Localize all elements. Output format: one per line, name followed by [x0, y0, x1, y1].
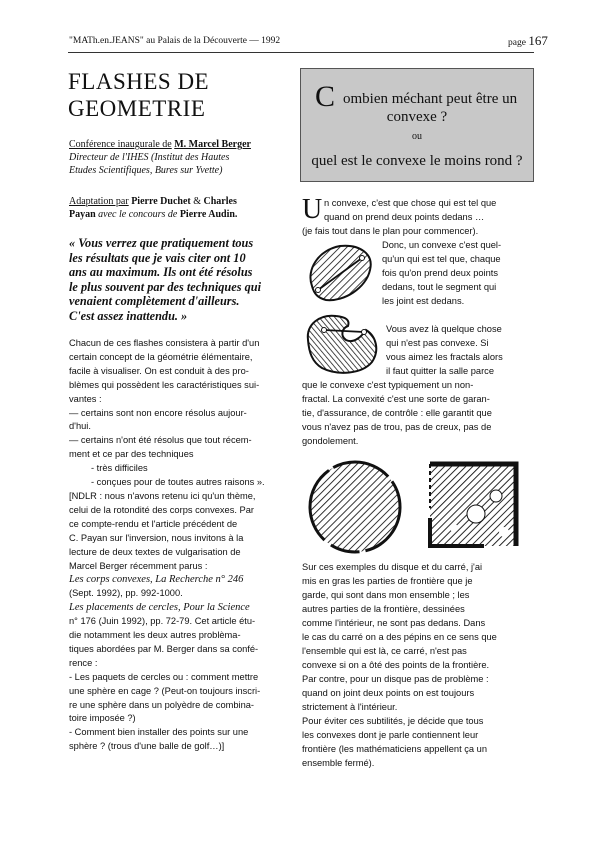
body-line: — certains sont non encore résolus aujour- [69, 407, 247, 418]
author-1: Pierre Duchet [131, 196, 191, 207]
body-line: fois qu'on prend deux points [382, 268, 499, 278]
body-line: l'ensemble qui est là, ce carré, n'est pas [302, 646, 467, 656]
body-line: vous n'avez pas de trou, pas de creux, pas de [302, 422, 492, 432]
body-line: dedans, tout le segment qui [382, 282, 497, 292]
body-line: garde, qui sont dans mon ensemble ; les [302, 590, 470, 600]
body-line: Sur ces exemples du disque et du carré, j'ai [302, 562, 483, 572]
body-line: mis en gras les parties de frontière que je [302, 576, 473, 586]
box-capital: C [315, 80, 336, 113]
adaptation-prefix: Adaptation par [69, 196, 129, 207]
author-2: Charles [203, 196, 237, 207]
title-line-2: GEOMETRIE [68, 96, 206, 121]
body-line: les joint est dedans. [382, 296, 465, 306]
quote-line: ans au maximum. Ils ont été résolus [69, 265, 253, 280]
adaptation-middle: avec le concours de [95, 209, 180, 220]
box-line-1a: ombien méchant peut être un [343, 91, 518, 107]
body-line: (Sept. 1992), pp. 992-1000. [69, 588, 183, 599]
body-line: Pour éviter ces subtilités, je décide que tous [302, 716, 484, 726]
quote-line: le plus souvent par des techniques qui [69, 279, 261, 294]
pull-quote [69, 236, 294, 324]
amp: & [190, 196, 204, 207]
quote-line: venaient complètement d'ailleurs. [69, 294, 240, 309]
body-line: toire imposée ?) [69, 713, 136, 724]
body-line: (je fais tout dans le plan pour commencer). [302, 226, 479, 236]
disk-figure [306, 458, 404, 556]
para-2 [382, 238, 534, 308]
body-line: lecture de deux textes de vulgarisation de [69, 546, 241, 557]
body-line: les convexes dont je parle contiennent leur [302, 730, 479, 740]
body-line: Vous avez là quelque chose [386, 324, 502, 334]
body-line: n° 176 (Juin 1992), pp. 72-79. Cet article étu- [69, 616, 256, 627]
left-column-body [69, 337, 295, 754]
para-1b [302, 224, 534, 238]
body-line: [NDLR : nous n'avons retenu ici qu'un thème, [69, 490, 256, 501]
body-line: gondolement. [302, 436, 359, 446]
convex-shape-figure [304, 240, 380, 308]
box-or: ou [412, 131, 422, 142]
adaptation-credits [69, 195, 294, 221]
drop-cap: U [302, 194, 323, 225]
body-line: Chacun de ces flashes consistera à partir d'un [69, 338, 260, 348]
body-line: fractal. La convexité c'est une sorte de garan- [302, 394, 490, 404]
box-headline-2: quel est le convexe le moins rond ? [311, 153, 523, 169]
body-line: tie, d'assurance, de contrôle : elle garantit que [302, 408, 492, 418]
body-line: celui de la rotondité des corps convexes. Par [69, 504, 255, 515]
body-line: Les corps convexes, La Recherche n° 246 [69, 574, 244, 586]
body-line: rence : [69, 657, 98, 668]
para-4 [302, 560, 534, 770]
title-line-1: FLASHES DE [68, 69, 210, 94]
quote-line: « Vous verrez que pratiquement tous [69, 236, 254, 250]
header-rule [68, 52, 534, 53]
page-label: page [508, 38, 526, 48]
body-line: il faut quitter la salle parce [386, 366, 495, 376]
conference-info [69, 138, 294, 177]
body-line: Donc, un convexe c'est quel- [382, 240, 502, 250]
body-line: vous aimez les fractals alors [386, 352, 503, 362]
body-line: blèmes qui possèdent les caractéristiques sui- [69, 379, 260, 390]
body-line: tiques abordées par M. Berger dans sa confé- [69, 643, 259, 654]
body-line: n convexe, c'est que chose qui est tel que [324, 198, 497, 208]
nonconvex-shape-figure [302, 310, 384, 378]
quote-line: les résultats que je vais citer ont 10 [69, 250, 246, 265]
body-line: une sphère en cage ? (Peut-on toujours inscri- [69, 685, 261, 696]
body-line: - très difficiles [91, 463, 148, 474]
body-line: ensemble fermé). [302, 758, 375, 768]
body-line: - Comment bien installer des points sur une [69, 727, 249, 738]
box-line-1b: convexe ? [386, 109, 448, 125]
body-line: vantes : [69, 393, 102, 404]
body-line: certain concept de la géométrie élémentaire, [69, 351, 253, 362]
body-line: re une sphère dans un polyèdre de combina- [69, 699, 255, 710]
body-line: die notamment les deux autres problèma- [69, 630, 241, 641]
body-line: facile à visualiser. On est conduit à des pro- [69, 365, 249, 376]
author-3: Pierre Audin. [179, 209, 238, 220]
running-header: "MATh.en.JEANS" au Palais de la Découverte — 1992 [69, 36, 281, 46]
body-line: comme l'intérieur, ne sont pas dedans. Dans [302, 618, 486, 628]
para-3a [386, 322, 534, 378]
body-line: - Les paquets de cercles ou : comment mettre [69, 671, 259, 682]
body-line: autres parties de la frontière, dessinées [302, 604, 465, 614]
body-line: Les placements de cercles, Pour la Science [69, 602, 250, 614]
square-figure [424, 458, 522, 552]
body-line: Marcel Berger récemment parus : [69, 560, 208, 571]
body-line: le cas du carré on a des pépins en ce sens que [302, 632, 497, 642]
body-line: qui n'est pas convexe. Si [386, 338, 489, 348]
quote-line: C'est assez inattendu. » [69, 308, 188, 323]
body-line: sphère ? (trous d'une balle de golf…)] [69, 741, 225, 752]
body-line: d'hui. [69, 421, 91, 432]
speaker-role-1: Directeur de l'IHES (Institut des Hautes [69, 152, 230, 163]
body-line: — certains n'ont été résolus que tout récem- [69, 435, 252, 446]
body-line: Par contre, pour un disque pas de problème : [302, 674, 489, 684]
para-1a [324, 196, 534, 224]
page-number-header [508, 33, 548, 49]
body-line: - conçues pour de toutes autres raisons ». [91, 477, 265, 488]
body-line: strictement à l'intérieur. [302, 702, 398, 712]
body-line: convexe si on a ôté des points de la frontière. [302, 660, 490, 670]
para-3b [302, 378, 534, 448]
conference-prefix: Conférence inaugurale de [69, 139, 172, 150]
body-line: quand on prend deux points dedans … [324, 212, 485, 222]
page-number: 167 [528, 33, 548, 48]
body-line: quand on joint deux points on est toujours [302, 688, 475, 698]
body-line: C. Payan sur l'inversion, nous invitons à la [69, 532, 244, 543]
headline-box [300, 68, 534, 182]
body-line: qu'un qui est tel que, chaque [382, 254, 501, 264]
author-2-last: Payan [69, 209, 96, 220]
speaker-name: M. Marcel Berger [174, 139, 251, 150]
body-line: ment et ce par des techniques [69, 449, 194, 460]
body-line: que le convexe c'est typiquement un non- [302, 380, 474, 390]
body-line: ce compte-rendu et l'article précédent de [69, 518, 238, 529]
article-title [68, 68, 288, 122]
speaker-role-2: Etudes Scientifiques, Bures sur Yvette) [69, 165, 223, 176]
body-line: frontière (les mathématiciens appellent ça un [302, 744, 488, 754]
